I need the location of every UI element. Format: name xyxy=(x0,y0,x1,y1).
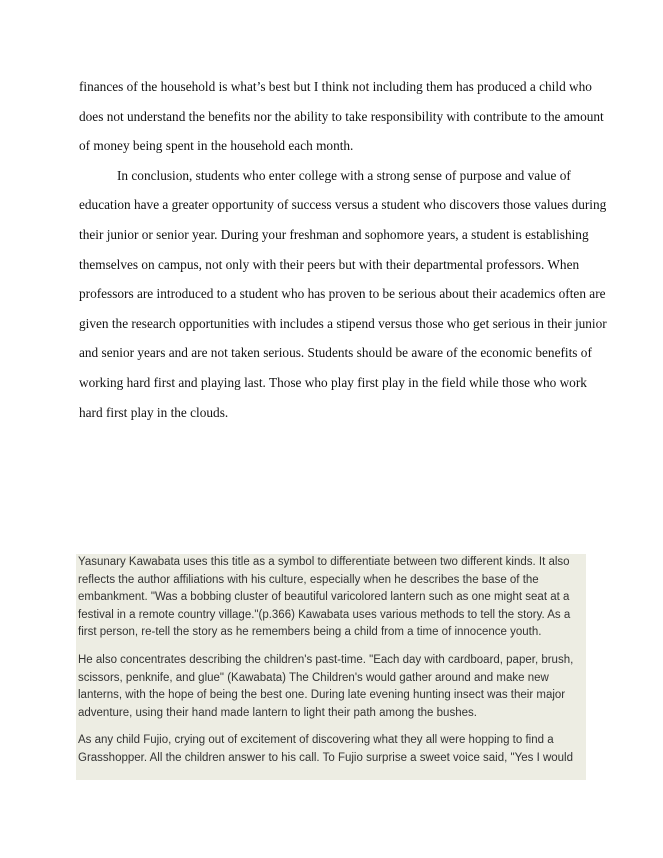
excerpt-paragraph xyxy=(78,732,586,767)
excerpt-line: first person, re-tell the story as he remembers being a child from a time of innocence youth. xyxy=(78,626,542,639)
excerpt-line: lanterns, with the hope of being the best one. During late evening hunting insect was their major xyxy=(78,689,566,702)
excerpt-box xyxy=(76,554,586,780)
essay-line: In conclusion, students who enter college with a strong sense of purpose and value of xyxy=(117,167,571,183)
excerpt-line: scissors, penknife, and glue" (Kawabata) The Children's would gather around and make new xyxy=(78,671,549,684)
excerpt-paragraph xyxy=(78,652,586,722)
essay-line: themselves on campus, not only with their peers but with their departmental professors. When xyxy=(79,256,580,272)
essay-body xyxy=(79,72,607,427)
essay-line: finances of the household is what’s best but I think not including them has produced a child who xyxy=(79,79,592,94)
essay-line: given the research opportunities with includes a stipend versus those who get serious in their junior xyxy=(79,315,607,331)
excerpt-line: reflects the author affiliations with his culture, especially when he describes the base of the xyxy=(78,573,539,586)
essay-line: their junior or senior year. During your freshman and sophomore years, a student is establishing xyxy=(79,226,589,242)
excerpt-line: Grasshopper. All the children answer to his call. To Fujio surprise a sweet voice said, "Yes I would xyxy=(78,751,573,764)
excerpt-line: As any child Fujio, crying out of excitement of discovering what they all were hopping to find a xyxy=(78,734,554,747)
excerpt-line: He also concentrates describing the children's past-time. "Each day with cardboard, paper, brush, xyxy=(78,653,574,666)
essay-line: education have a greater opportunity of success versus a student who discovers those values during xyxy=(79,197,607,213)
excerpt-line: festival in a remote country village."(p.366) Kawabata uses various methods to tell the story. As a xyxy=(78,608,571,621)
excerpt-line: Yasunary Kawabata uses this title as a symbol to differentiate between two different kinds. It also xyxy=(78,556,570,568)
essay-line: professors are introduced to a student who has proven to be serious about their academics often are xyxy=(79,286,606,302)
essay-line: and senior years and are not taken serious. Students should be aware of the economic benefits of xyxy=(79,345,592,361)
essay-line: of money being spent in the household each month. xyxy=(79,138,354,154)
essay-line: hard first play in the clouds. xyxy=(79,404,229,420)
essay-line: does not understand the benefits nor the ability to take responsibility with contribute to the amount xyxy=(79,108,604,124)
excerpt-line: embankment. "Was a bobbing cluster of beautiful varicolored lantern such as one might seat at a xyxy=(78,591,570,604)
excerpt-line: adventure, using their hand made lantern to light their path among the bushes. xyxy=(78,706,477,719)
essay-line: working hard first and playing last. Those who play first play in the field while those who work xyxy=(79,374,587,390)
excerpt-paragraph xyxy=(78,554,586,642)
